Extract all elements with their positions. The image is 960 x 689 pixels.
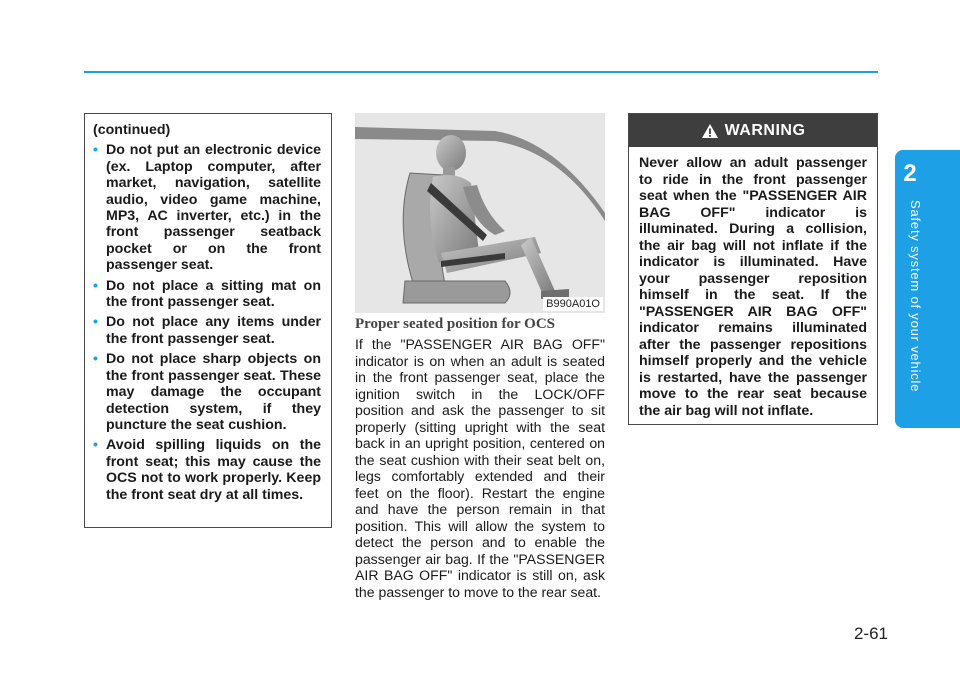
list-item-text: Do not place a sitting mat on the front passenger seat. bbox=[106, 277, 321, 311]
bullet-icon: • bbox=[93, 142, 98, 159]
warning-panel bbox=[628, 113, 878, 425]
page-number: 2-61 bbox=[853, 624, 888, 643]
list-item bbox=[93, 314, 321, 347]
caution-list bbox=[93, 142, 321, 503]
bullet-icon: • bbox=[93, 314, 98, 331]
list-item bbox=[93, 142, 321, 273]
bullet-icon: • bbox=[93, 437, 98, 454]
list-item bbox=[93, 437, 321, 503]
chapter-number: 2 bbox=[903, 160, 917, 187]
list-item bbox=[93, 278, 321, 311]
seated-passenger-illustration bbox=[355, 113, 605, 313]
warning-title: WARNING bbox=[724, 121, 806, 139]
list-item-text: Do not put an electronic device (ex. Laptop computer, after market, navigation, satellite audio, video game machine, MP3, AC inverter, etc.) in the front passenger seatback pocket or on the front passenger seat. bbox=[106, 142, 321, 274]
bullet-icon: • bbox=[93, 351, 98, 368]
caution-box bbox=[84, 113, 332, 528]
section-heading: Proper seated position for OCS bbox=[355, 316, 556, 332]
chapter-title: Safety system of your vehicle bbox=[908, 200, 923, 393]
bullet-icon: • bbox=[93, 277, 98, 294]
list-item-text: Do not place sharp objects on the front passenger seat. These may damage the occupant detection system, if they puncture the seat cushion. bbox=[106, 351, 321, 433]
section-body: If the "PASSENGER AIR BAG OFF" indicator is on when an adult is seated in the front passenger seat, place the ignition switch in the LOCK/OFF position and ask the passenger to sit properly (sitting upright with the seat back in an upright position, centered on the seat cushion with their seat belt on, legs comfortably extended and their feet on the floor). Restart the engine and have the person remain in that position. This will allow the system to detect the person and to enable the passenger air bag. If the "PASSENGER AIR BAG OFF" indicator is still on, ask the passenger to move to the rear seat. bbox=[355, 336, 605, 600]
header-rule bbox=[84, 71, 878, 73]
illustration-code: B990A01O bbox=[543, 297, 603, 311]
warning-body: Never allow an adult passenger to ride in the front passenger seat when the "PASSENGER AIR BAG OFF" indicator is illuminated. During a collision, the air bag will not inflate if the indicator is illuminated. Have your passenger reposition himself in the seat. If the "PASSENGER AIR BAG OFF" indicator remains illuminated after the passenger repositions himself properly and the vehicle is restarted, have the passenger move to the rear seat because the air bag will not inflate. bbox=[639, 155, 867, 419]
list-item-text: Do not place any items under the front passenger seat. bbox=[106, 314, 321, 347]
warning-triangle-icon bbox=[701, 123, 719, 139]
continued-label: (continued) bbox=[93, 122, 171, 138]
warning-header bbox=[629, 114, 877, 147]
list-item bbox=[93, 351, 321, 433]
passenger-seat-drawing bbox=[355, 113, 605, 313]
list-item-text: Avoid spilling liquids on the front seat; this may cause the OCS not to work properly. Keep the front seat dry at all times. bbox=[106, 437, 321, 503]
